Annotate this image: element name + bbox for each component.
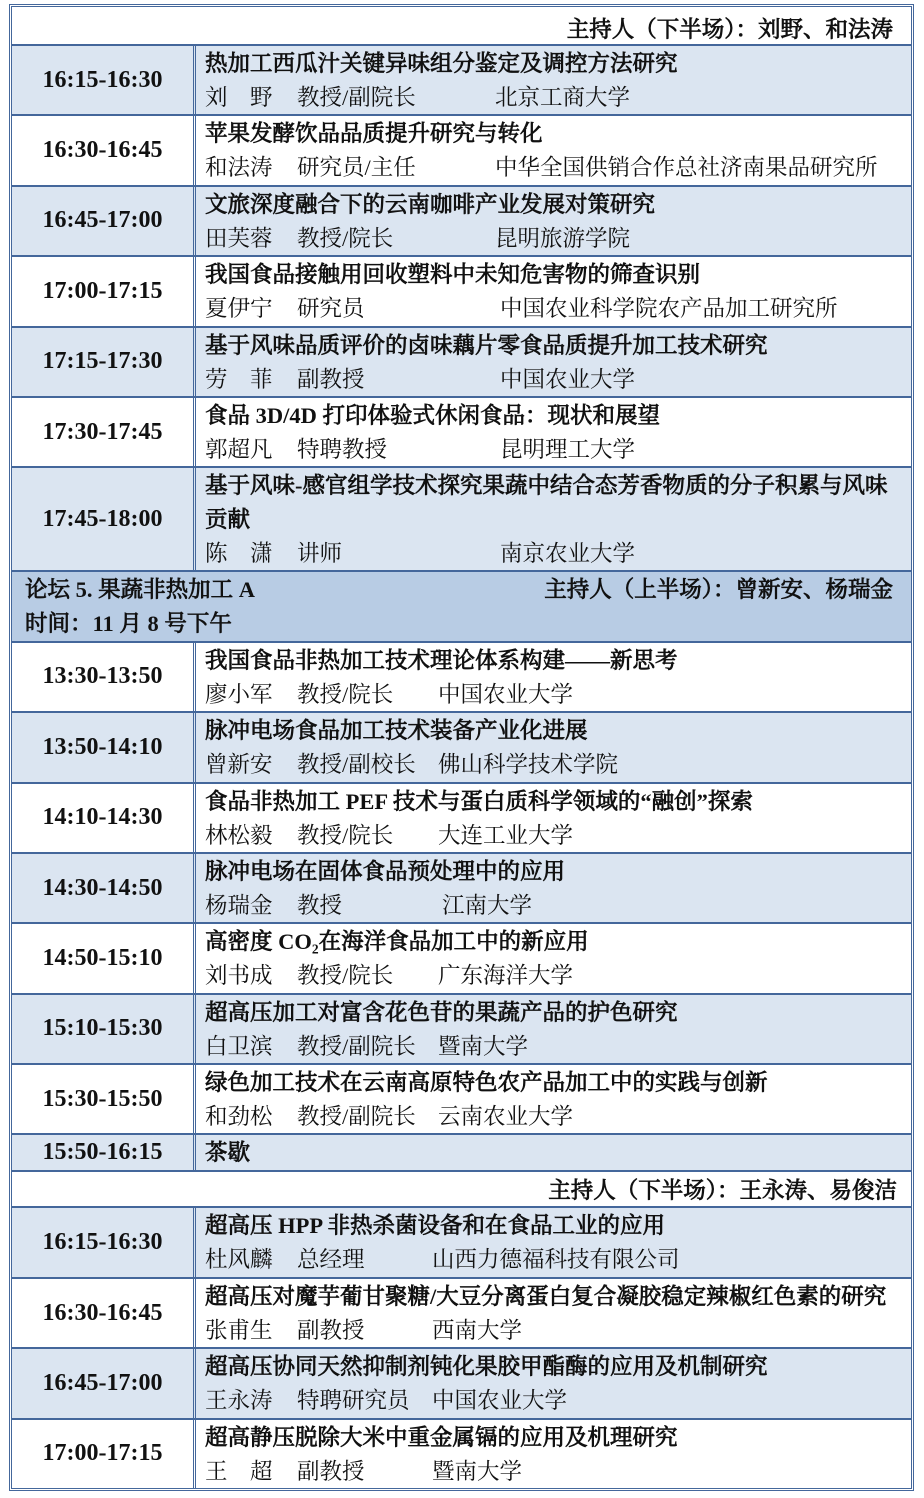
speaker-name: 和劲松 [205, 1104, 273, 1130]
time-cell [12, 328, 196, 396]
talk-title: 我国食品非热加工技术理论体系构建——新思考 [205, 647, 678, 673]
speaker-line [205, 81, 911, 114]
talk-cell [196, 784, 911, 852]
speaker-line [205, 889, 911, 922]
talk-cell [196, 116, 911, 184]
speaker-line [205, 537, 911, 570]
speaker-line [205, 433, 911, 466]
speaker-name: 刘书成 [205, 963, 273, 989]
talk-cell [196, 1420, 911, 1488]
speaker-position: 教授/院长 [297, 681, 394, 707]
time-cell [12, 468, 196, 570]
speaker-line [205, 819, 911, 852]
host-row [12, 7, 911, 44]
speaker-name: 郭超凡 [205, 436, 273, 462]
talk-title: 脉冲电场在固体食品预处理中的应用 [205, 858, 566, 884]
speaker-name: 田芙蓉 [205, 225, 273, 251]
time-slot: 17:00-17:15 [42, 277, 163, 304]
schedule-row [12, 641, 911, 711]
speaker-affiliation: 云南农业大学 [438, 1104, 574, 1130]
talk-title: 文旅深度融合下的云南咖啡产业发展对策研究 [205, 191, 656, 217]
forum-host: 主持人（上半场）：曾新安、杨瑞金 [544, 577, 893, 603]
speaker-affiliation: 北京工商大学 [495, 85, 631, 110]
time-slot: 16:15-16:30 [42, 1229, 163, 1256]
speaker-position: 教授/副院长 [297, 85, 416, 110]
forum-name: 论坛 5. 果蔬非热加工 A [25, 577, 255, 603]
speaker-line [205, 222, 911, 255]
speaker-position: 教授/院长 [297, 225, 394, 251]
forum-header [12, 570, 911, 640]
time-cell [12, 398, 196, 466]
speaker-name: 杨瑞金 [205, 892, 273, 918]
talk-cell [196, 257, 911, 325]
tea-break-row [12, 1133, 911, 1170]
schedule-row [12, 44, 911, 114]
time-cell [12, 46, 196, 114]
talk-cell [196, 1208, 911, 1276]
speaker-position: 讲师 [297, 541, 343, 567]
speaker-line [205, 678, 911, 711]
speaker-line [205, 1384, 911, 1417]
schedule-row [12, 114, 911, 184]
talk-title: 食品非热加工 PEF 技术与蛋白质科学领域的“融创”探索 [205, 788, 753, 814]
schedule-row [12, 466, 911, 570]
time-slot: 17:00-17:15 [42, 1440, 163, 1467]
speaker-position: 特聘教授 [297, 436, 388, 462]
talk-title: 超高压对魔芋葡甘聚糖/大豆分离蛋白复合凝胶稳定辣椒红色素的研究 [205, 1283, 887, 1309]
talk-title: 超高压 HPP 非热杀菌设备和在食品工业的应用 [205, 1213, 665, 1239]
time-slot: 14:10-14:30 [42, 804, 163, 831]
schedule-table [9, 4, 914, 1491]
speaker-name: 杜风麟 [205, 1247, 273, 1273]
talk-cell [196, 468, 911, 570]
time-slot: 15:30-15:50 [42, 1085, 163, 1112]
time-slot: 16:30-16:45 [42, 1299, 163, 1326]
speaker-affiliation: 西南大学 [432, 1317, 523, 1343]
speaker-line [205, 292, 911, 325]
time-cell [12, 854, 196, 922]
speaker-affiliation: 佛山科学技术学院 [438, 752, 619, 778]
time-cell [12, 257, 196, 325]
time-slot: 15:10-15:30 [42, 1015, 163, 1042]
speaker-name: 王 超 [205, 1458, 273, 1484]
talk-cell [196, 924, 911, 992]
speaker-line [205, 1030, 911, 1063]
time-slot: 13:30-13:50 [42, 663, 163, 690]
talk-title: 热加工西瓜汁关键异味组分鉴定及调控方法研究 [205, 51, 678, 76]
speaker-name: 曾新安 [205, 752, 273, 778]
speaker-name: 廖小军 [205, 681, 273, 707]
speaker-position: 教授 [297, 892, 343, 918]
schedule-row [12, 852, 911, 922]
talk-title: 我国食品接触用回收塑料中未知危害物的筛查识别 [205, 262, 701, 288]
time-slot: 15:50-16:15 [42, 1139, 163, 1166]
time-cell [12, 924, 196, 992]
talk-title-line: 贡献 [205, 507, 251, 533]
speaker-affiliation: 昆明理工大学 [500, 436, 636, 462]
speaker-affiliation: 昆明旅游学院 [495, 225, 631, 251]
talk-title: 脉冲电场食品加工技术装备产业化进展 [205, 718, 588, 744]
schedule-row [12, 782, 911, 852]
speaker-line [205, 1455, 911, 1488]
time-cell [12, 1279, 196, 1347]
talk-title: 苹果发酵饮品品质提升研究与转化 [205, 121, 543, 147]
talk-title: 超高压协同天然抑制剂钝化果胶甲酯酶的应用及机制研究 [205, 1354, 768, 1380]
talk-cell [196, 1065, 911, 1133]
talk-title-line: 基于风味-感官组学技术探究果蔬中结合态芳香物质的分子积累与风味 [205, 473, 888, 499]
talk-title: 基于风味品质评价的卤味藕片零食品质提升加工技术研究 [205, 332, 768, 358]
talk-cell [196, 398, 911, 466]
time-slot: 14:50-15:10 [42, 944, 163, 971]
talk-cell [196, 1349, 911, 1417]
tea-break-cell [196, 1135, 911, 1170]
time-cell [12, 784, 196, 852]
speaker-line [205, 959, 911, 992]
time-slot: 16:45-17:00 [42, 1369, 163, 1396]
speaker-position: 教授/副校长 [297, 752, 416, 778]
speaker-affiliation: 中国农业大学 [432, 1388, 568, 1414]
talk-cell [196, 328, 911, 396]
speaker-position: 教授/副院长 [297, 1104, 416, 1130]
speaker-affiliation: 中华全国供销合作总社济南果品研究所 [495, 155, 878, 181]
speaker-name: 夏伊宁 [205, 296, 273, 322]
schedule-row [12, 1277, 911, 1347]
talk-title: 食品 3D/4D 打印体验式休闲食品：现状和展望 [205, 402, 660, 428]
time-slot: 16:45-17:00 [42, 207, 163, 234]
talk-cell [196, 1279, 911, 1347]
speaker-position: 教授/院长 [297, 822, 394, 848]
speaker-name: 王永涛 [205, 1388, 273, 1414]
schedule-row [12, 396, 911, 466]
speaker-name: 劳 菲 [205, 366, 273, 392]
talk-cell [196, 643, 911, 711]
speaker-name: 和法涛 [205, 155, 273, 181]
talk-title: 绿色加工技术在云南高原特色农产品加工中的实践与创新 [205, 1070, 768, 1096]
speaker-position: 特聘研究员 [297, 1388, 410, 1414]
speaker-position: 教授/副院长 [297, 1033, 416, 1059]
time-cell [12, 995, 196, 1063]
speaker-position: 副教授 [297, 1317, 365, 1343]
speaker-affiliation: 中国农业大学 [438, 681, 574, 707]
talk-cell [196, 46, 911, 114]
speaker-name: 陈 潇 [205, 541, 273, 567]
speaker-affiliation: 广东海洋大学 [438, 963, 574, 989]
speaker-affiliation: 山西力德福科技有限公司 [432, 1247, 680, 1273]
speaker-line [205, 748, 911, 781]
time-cell [12, 1208, 196, 1276]
schedule-row [12, 922, 911, 992]
speaker-line [205, 151, 911, 184]
schedule-row [12, 711, 911, 781]
speaker-line [205, 1314, 911, 1347]
schedule-row [12, 326, 911, 396]
speaker-position: 教授/院长 [297, 963, 394, 989]
time-slot: 17:30-17:45 [42, 418, 163, 445]
time-cell [12, 1349, 196, 1417]
schedule-row [12, 993, 911, 1063]
speaker-position: 副教授 [297, 1458, 365, 1484]
speaker-name: 白卫滨 [205, 1033, 273, 1059]
talk-title: 超高压加工对富含花色苷的果蔬产品的护色研究 [205, 999, 678, 1025]
speaker-line [205, 1243, 911, 1276]
speaker-affiliation: 江南大学 [442, 892, 533, 918]
speaker-affiliation: 中国农业大学 [500, 366, 636, 392]
time-slot: 17:15-17:30 [42, 348, 163, 375]
time-cell [12, 713, 196, 781]
time-slot: 13:50-14:10 [42, 733, 163, 760]
time-slot: 14:30-14:50 [42, 874, 163, 901]
forum-header-line [25, 573, 893, 607]
schedule-row [12, 255, 911, 325]
talk-cell [196, 713, 911, 781]
speaker-affiliation: 暨南大学 [432, 1458, 523, 1484]
talk-cell [196, 995, 911, 1063]
speaker-name: 林松毅 [205, 822, 273, 848]
speaker-affiliation: 暨南大学 [438, 1033, 529, 1059]
time-cell [12, 116, 196, 184]
schedule-row [12, 185, 911, 255]
time-cell [12, 1135, 196, 1170]
speaker-position: 研究员 [297, 296, 365, 322]
speaker-affiliation: 南京农业大学 [500, 541, 636, 567]
speaker-affiliation: 大连工业大学 [438, 822, 574, 848]
schedule-row [12, 1347, 911, 1417]
talk-cell [196, 854, 911, 922]
time-cell [12, 187, 196, 255]
schedule-row [12, 1063, 911, 1133]
speaker-name: 刘 野 [205, 85, 273, 110]
speaker-line [205, 363, 911, 396]
speaker-position: 研究员/主任 [297, 155, 416, 181]
host-row [12, 1170, 911, 1206]
talk-title: 高密度 CO₂在海洋食品加工中的新应用 [205, 929, 589, 955]
speaker-affiliation: 中国农业科学院农产品加工研究所 [500, 296, 838, 322]
speaker-line [205, 1100, 911, 1133]
schedule-row [12, 1418, 911, 1488]
time-cell [12, 1420, 196, 1488]
speaker-position: 副教授 [297, 366, 365, 392]
time-slot: 16:30-16:45 [42, 137, 163, 164]
time-slot: 16:15-16:30 [42, 66, 163, 93]
speaker-name: 张甫生 [205, 1317, 273, 1343]
time-slot: 17:45-18:00 [42, 505, 163, 532]
forum-time: 时间：11 月 8 号下午 [25, 611, 232, 637]
speaker-position: 总经理 [297, 1247, 365, 1273]
talk-cell [196, 187, 911, 255]
time-cell [12, 643, 196, 711]
host-text: 主持人（下半场）：刘野、和法涛 [566, 16, 893, 42]
talk-title: 超高静压脱除大米中重金属镉的应用及机理研究 [205, 1424, 678, 1450]
time-cell [12, 1065, 196, 1133]
tea-break-label: 茶歇 [205, 1140, 251, 1166]
host-text: 主持人（下半场）：王永涛、易俊洁 [548, 1178, 897, 1204]
schedule-row [12, 1206, 911, 1276]
